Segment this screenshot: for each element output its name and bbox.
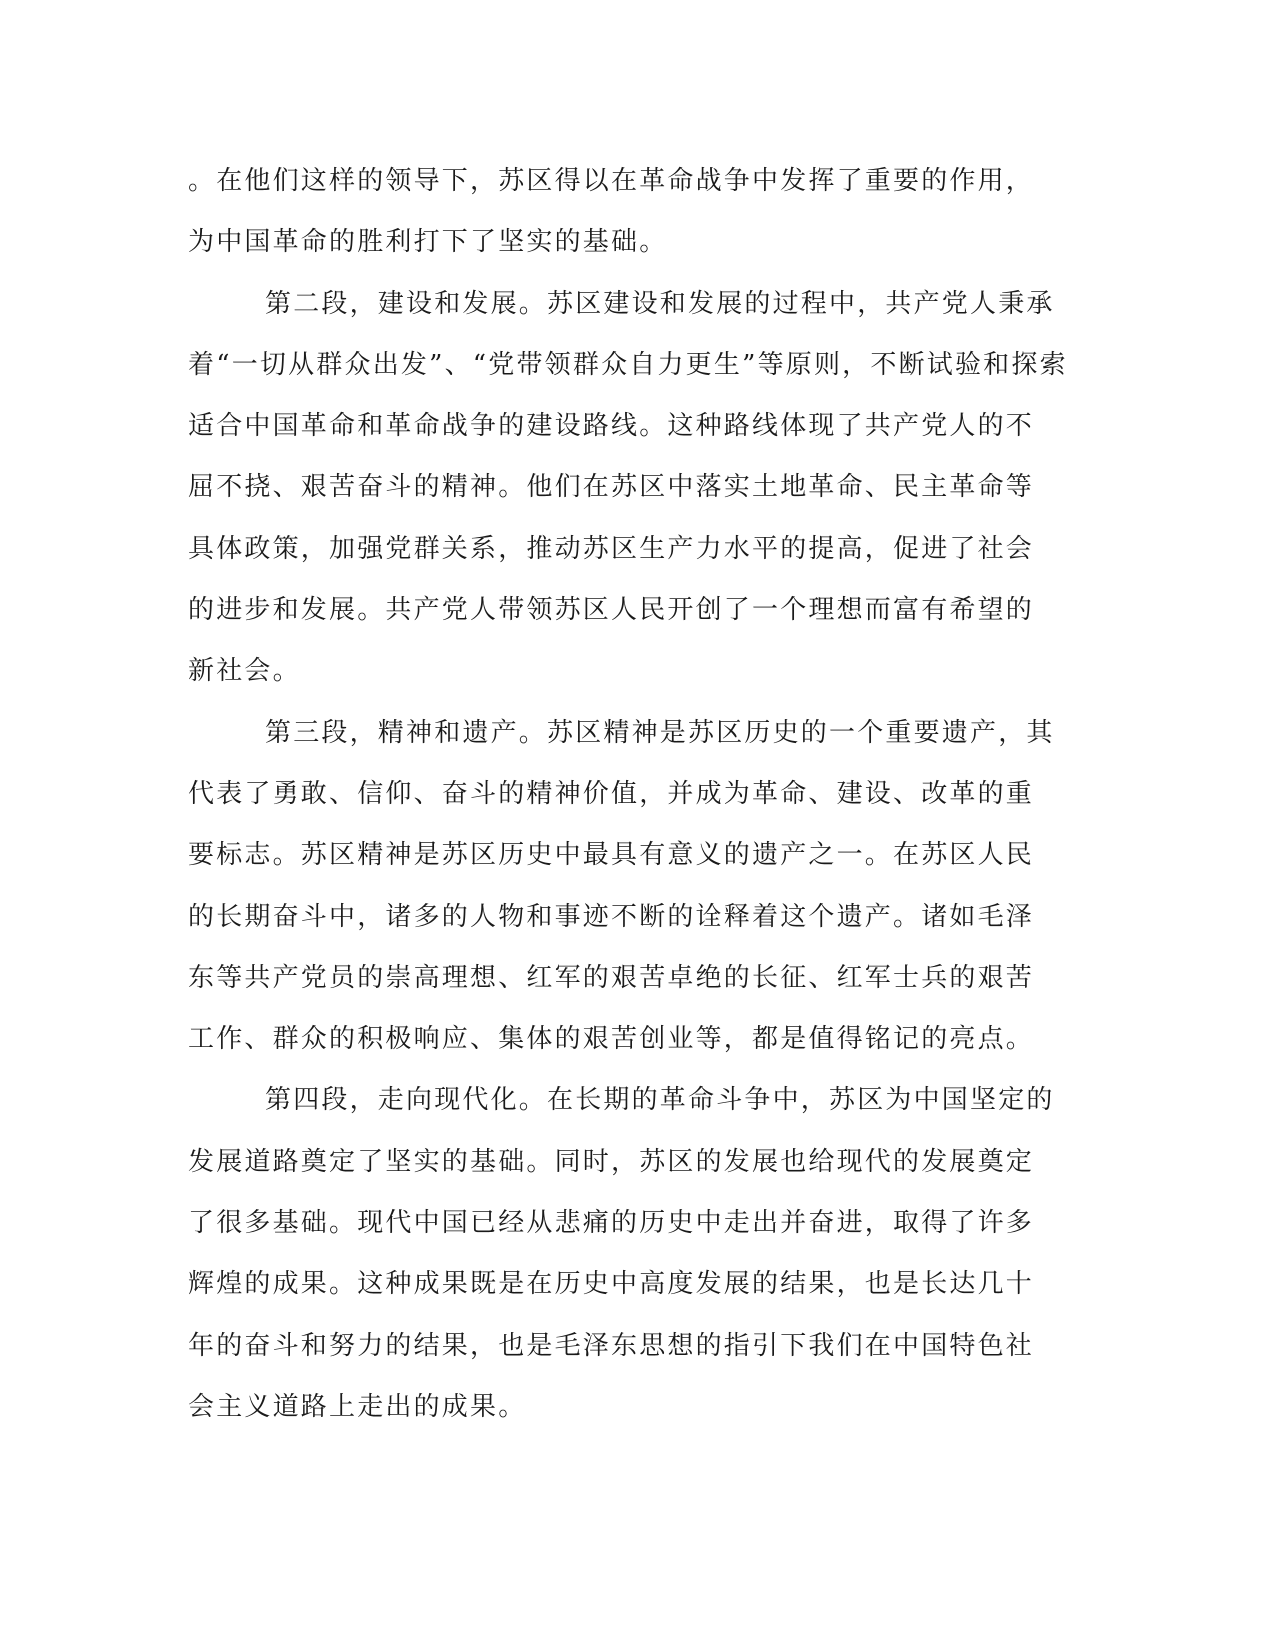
text-line: 为中国革命的胜利打下了坚实的基础。 <box>188 227 668 258</box>
text-line: 年的奋斗和努力的结果，也是毛泽东思想的指引下我们在中国特色社 <box>188 1330 1035 1361</box>
text-line: 的进步和发展。共产党人带领苏区人民开创了一个理想而富有希望的 <box>188 595 1035 626</box>
text-line: 。在他们这样的领导下，苏区得以在革命战争中发挥了重要的作用， <box>188 166 1035 196</box>
paragraph-first-line: 第四段，走向现代化。在长期的革命斗争中，苏区为中国坚定的 <box>265 1085 1055 1116</box>
text-line: 要标志。苏区精神是苏区历史中最具有意义的遗产之一。在苏区人民 <box>188 840 1035 871</box>
paragraph-first-line: 第二段，建设和发展。苏区建设和发展的过程中，共产党人秉承 <box>265 288 1055 319</box>
text-line: 会主义道路上走出的成果。 <box>188 1391 527 1422</box>
text-line: 代表了勇敢、信仰、奋斗的精神价值，并成为革命、建设、改革的重 <box>188 778 1035 809</box>
document-body <box>188 161 1068 1448</box>
text-line: 适合中国革命和革命战争的建设路线。这种路线体现了共产党人的不 <box>188 411 1035 442</box>
text-line: 屈不挠、艰苦奋斗的精神。他们在苏区中落实土地革命、民主革命等 <box>188 472 1035 503</box>
text-line: 具体政策，加强党群关系，推动苏区生产力水平的提高，促进了社会 <box>188 533 1035 564</box>
paragraph-first-line: 第三段，精神和遗产。苏区精神是苏区历史的一个重要遗产，其 <box>265 717 1055 748</box>
text-line: 东等共产党员的崇高理想、红军的艰苦卓绝的长征、红军士兵的艰苦 <box>188 962 1035 993</box>
text-line: 发展道路奠定了坚实的基础。同时，苏区的发展也给现代的发展奠定 <box>188 1146 1035 1177</box>
text-line: 辉煌的成果。这种成果既是在历史中高度发展的结果，也是长达几十 <box>188 1269 1035 1300</box>
text-line: 着“一切从群众出发”、“党带领群众自力更生”等原则，不断试验和探索 <box>188 349 1068 380</box>
text-line: 的长期奋斗中，诸多的人物和事迹不断的诠释着这个遗产。诸如毛泽 <box>188 901 1035 932</box>
text-line: 工作、群众的积极响应、集体的艰苦创业等，都是值得铭记的亮点。 <box>188 1024 1035 1055</box>
text-line: 新社会。 <box>188 656 301 687</box>
text-line: 了很多基础。现代中国已经从悲痛的历史中走出并奋进，取得了许多 <box>188 1208 1035 1239</box>
